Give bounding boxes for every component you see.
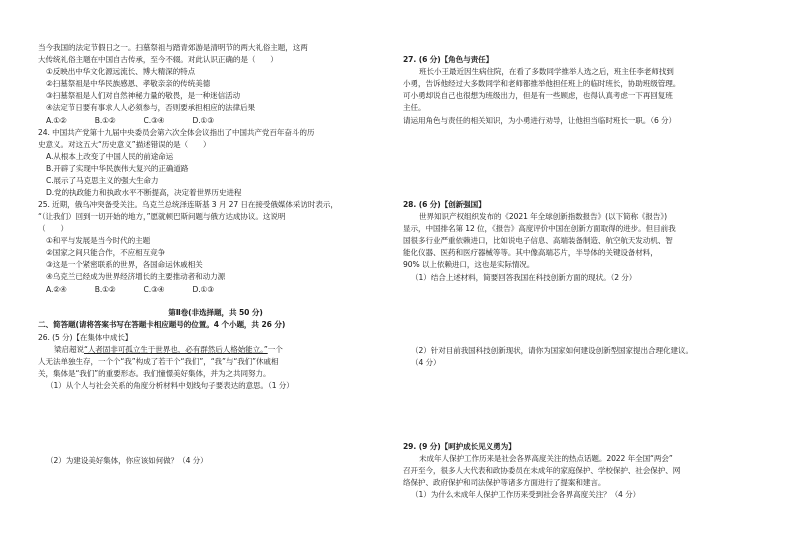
q25-choice-2: ②国家之间只能合作，不应相互竞争	[46, 248, 166, 257]
q27-line-4: 主任。	[403, 103, 426, 112]
q25-choice-4: ④乌克兰已经成为世界经济增长的主要推动者和动力源	[46, 272, 226, 281]
q26-line-1	[54, 345, 283, 354]
q25-choice-3: ③这是一个紧密联系的世界，各国命运休戚相关	[46, 260, 203, 269]
q27-line-5: 请运用角色与责任的相关知识，为小勇进行劝导，让他担当临时班长一职。（6 分）	[403, 116, 677, 125]
q25-line-2: “（让我们）回到一切开始的地方，”愿就顿巴斯问题与俄方达成协议。这说明	[38, 212, 286, 221]
q28-sub-2-line-2: （4 分）	[411, 358, 441, 367]
q24-line-2: 史意义。对这五大“历史意义”描述错误的是（ ）	[38, 140, 211, 149]
q23-option-b: B.①②	[94, 116, 116, 125]
section-title: 第Ⅱ卷(非选择题，共 50 分)	[168, 308, 263, 317]
q23-choice-1: ①反映出中华文化源远流长、博大精深的特点	[46, 67, 196, 76]
q25-options	[46, 285, 242, 294]
q23-choice-2: ②扫墓祭祖是中华民族感恩、孝敬亲亲的传统美德	[46, 79, 211, 88]
q28-line-2: 显示，中国排名第 12 位，《报告》高度评价中国在创新方面取得的进步。但目前我	[403, 224, 676, 233]
q28-line-1: 世界知识产权组织发布的《2021 年全球创新指数报告》(以下简称《报告》)	[419, 212, 667, 221]
q23-choice-3: ③扫墓祭祖是人们对自然神秘力量的敬畏，是一种迷信活动	[46, 91, 241, 100]
q26-underlined-quote: “人者固非可孤立生于世界也，必有群然后人格始能立。”	[83, 345, 268, 354]
q28-sub-2-line-1: （2）针对目前我国科技创新现状，请你为国家如何建设创新型国家提出合理化建议。	[411, 346, 693, 355]
q29-line-3: 络保护、政府保护和司法保护等诸多方面进行了提案和建言。	[403, 478, 606, 487]
q26-line-2: 人无法单独生存，一个个“我”构成了若干个“我们”，“我”与“我们”休戚相	[38, 357, 279, 366]
q24-option-b: B.开辟了实现中华民族伟大复兴的正确道路	[46, 164, 189, 173]
q26-head: 26. (5 分)【在集体中成长】	[38, 333, 133, 342]
q24-option-c: C.展示了马克思主义的强大生命力	[46, 176, 159, 185]
q26-body-pre: 梁启超说	[54, 345, 84, 354]
q28-line-4: 能化仪器、医药和医疗器械等等。其中像高端芯片，半导体的关键设备材料，	[403, 248, 658, 257]
q24-option-d: D.党的执政能力和执政水平不断提高，决定着世界历史进程	[46, 188, 242, 197]
q28-line-5: 90% 以上依赖进口，这也是实际情况。	[403, 260, 535, 269]
q23-option-c: C.③④	[143, 116, 165, 125]
section-heading: 二、简答题(请将答案书写在答题卡相应题号的位置。4 个小题，共 26 分)	[38, 320, 286, 329]
q29-line-1: 未成年人保护工作历来是社会各界高度关注的热点话题。2022 年全国“两会”	[419, 454, 673, 463]
q25-line-1: 25. 近期，俄乌冲突备受关注。乌克兰总统泽连斯基 3 月 27 日在接受俄媒体采访时表示，	[38, 200, 338, 209]
q24-option-a: A.从根本上改变了中国人民的前途命运	[46, 152, 174, 161]
q29-head: 29. (9 分)【呵护成长见义勇为】	[403, 442, 516, 451]
q28-head: 28. (6 分)【创新强国】	[403, 200, 486, 209]
q29-line-2: 召开至今，很多人大代表和政协委员在未成年的家庭保护、学校保护、社会保护、网	[403, 466, 681, 475]
q23-option-a: A.①②	[46, 116, 67, 125]
q27-head-text: 27. (6 分)【角色与责任】	[403, 55, 494, 64]
q23-option-d: D.①③	[192, 116, 214, 125]
q27-line-2: 小勇，告诉他经过大多数同学和老师都推举他担任班上的临时班长，协助班级管理。	[403, 79, 681, 88]
q23-choice-4: ④法定节日要有事求人人必须参与，否则要承担相应的法律后果	[46, 103, 256, 112]
q25-option-b: B.①②	[94, 285, 116, 294]
q25-choice-1: ①和平与发展是当今时代的主题	[46, 236, 151, 245]
q27-line-1: 班长小王最近因生病住院，在看了多数同学推举人选之后，班主任李老师找到	[419, 67, 674, 76]
q23-options	[46, 116, 242, 125]
q27-head	[403, 55, 493, 64]
q23-line-1: 当今我国的法定节假日之一。扫墓祭祖与踏青郊游是清明节的两大礼俗主题，这两	[38, 43, 308, 52]
q25-line-3: （ ）	[38, 224, 68, 233]
q29-sub-1: （1）为什么未成年人保护工作历来受到社会各界高度关注？（4 分）	[411, 490, 641, 499]
q23-line-2: 大传统礼俗主题在中国自古传承，至今不辍。对此认识正确的是（ ）	[38, 55, 278, 64]
q24-line-1: 24. 中国共产党第十九届中央委员会第六次全体会议指出了中国共产党百年奋斗的历	[38, 128, 315, 137]
q26-body-post: 一个	[267, 345, 283, 354]
q26-sub-1: （1）从个人与社会关系的角度分析材料中划线句子要表达的意思。（1 分）	[46, 381, 294, 390]
q25-option-a: A.②④	[46, 285, 67, 294]
q28-sub-1: （1）结合上述材料，简要回答我国在科技创新方面的现状。（2 分）	[411, 273, 637, 282]
q25-option-c: C.③④	[143, 285, 165, 294]
q28-line-3: 国很多行业严重依赖进口，比如说电子信息、高端装备制造、航空航天发动机、智	[403, 236, 673, 245]
q26-line-3: 关，集体是“我们”的重要形态。我们憧憬美好集体，并为之共同努力。	[38, 369, 271, 378]
q27-line-3: 可小勇却说自己也很想为班级出力，但是有一些顾虑，也得认真考虑一下再回复班	[403, 91, 673, 100]
q26-sub-2: （2）为建设美好集体，你应该如何做？（4 分）	[46, 456, 208, 465]
q25-option-d: D.①③	[192, 285, 214, 294]
